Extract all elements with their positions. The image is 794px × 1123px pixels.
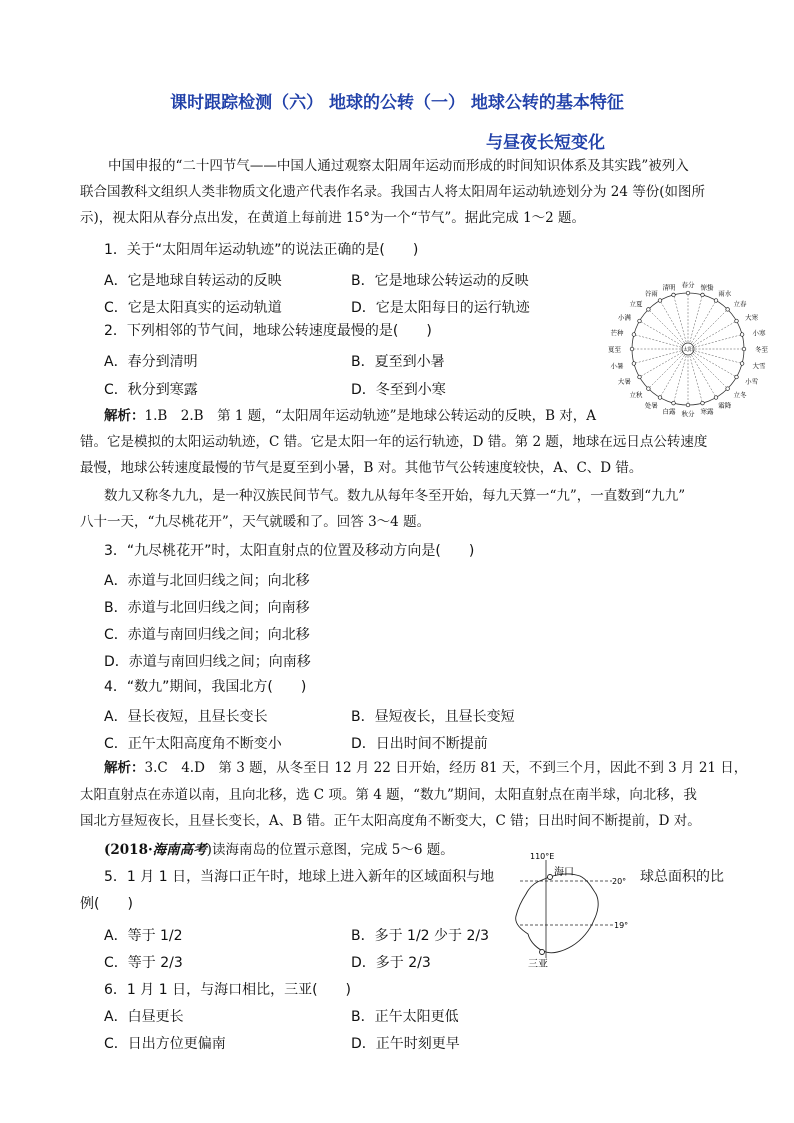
q1-option-c[interactable]: C．它是太阳真实的运动轨道 <box>104 300 282 316</box>
intro2-line1: 数九又称冬九九，是一种汉族民间节气。数九从每年冬至开始，每九天算一“九”，一直数到“九九” <box>104 488 686 504</box>
q2-option-d[interactable]: D．冬至到小寒 <box>351 382 446 398</box>
answer34-line2: 太阳直射点在赤道以南，且向北移，选 C 项。第 4 题，“数九”期间，太阳直射点在南半球，向北移，我 <box>80 787 697 803</box>
term-marker <box>714 299 718 303</box>
q2-option-a[interactable]: A．春分到清明 <box>104 354 198 370</box>
label-lat20: 20° <box>612 877 627 886</box>
term-label: 大雪 <box>752 362 766 371</box>
q6-option-d[interactable]: D．正午时刻更早 <box>351 1036 460 1052</box>
radial-line <box>688 349 742 363</box>
term-marker <box>672 293 676 297</box>
term-label: 立冬 <box>733 391 747 400</box>
term-marker <box>742 347 746 351</box>
term-label: 小满 <box>617 313 631 322</box>
term-label: 大暑 <box>617 377 631 386</box>
q5-stem-part1: 5．1 月 1 日，当海口正午时，地球上进入新年的区域面积与地 <box>104 869 495 885</box>
q3-option-d[interactable]: D．赤道与南回归线之间；向南移 <box>104 654 311 670</box>
term-marker <box>632 362 636 366</box>
q4-option-c[interactable]: C．正午太阳高度角不断变小 <box>104 736 282 752</box>
haikou-marker <box>548 875 553 880</box>
page-title: 课时跟踪检测（六） 地球的公转（一） 地球公转的基本特征 <box>170 93 624 113</box>
radial-line <box>688 349 736 377</box>
radial-line <box>674 349 688 403</box>
term-marker <box>630 347 634 351</box>
label-lat19: 19° <box>614 921 629 930</box>
radial-line <box>688 321 736 349</box>
q1-option-d[interactable]: D．它是太阳每日的运行轨迹 <box>351 300 530 316</box>
answer12-line3: 最慢，地球公转速度最慢的节气是夏至到小暑，B 对。其他节气公转速度较快，A、C、D 错。 <box>80 460 643 476</box>
sanya-marker <box>540 950 545 955</box>
q1-option-a[interactable]: A．它是地球自转运动的反映 <box>104 273 282 289</box>
radial-line <box>688 309 728 349</box>
q4-stem: 4．“数九”期间，我国北方( ) <box>104 679 307 695</box>
term-label: 惊蛰 <box>700 283 714 292</box>
radial-line <box>688 349 716 397</box>
intro1-line1: 中国申报的“二十四节气——中国人通过观察太阳周年运动而形成的时间知识体系及其实践”被列入 <box>108 158 689 174</box>
radial-line <box>648 309 688 349</box>
term-marker <box>686 291 690 295</box>
term-marker <box>726 308 730 312</box>
q1-stem: 1．关于“太阳周年运动轨迹”的说法正确的是( ) <box>104 242 419 258</box>
intro2-line2: 八十一天，“九尽桃花开”，天气就暖和了。回答 3～4 题。 <box>80 514 431 530</box>
q3-stem: 3．“九尽桃花开”时，太阳直射点的位置及移动方向是( ) <box>104 543 475 559</box>
term-label: 处暑 <box>644 401 658 410</box>
intro3-line: (2018·海南高考)读海南岛的位置示意图，完成 5～6 题。 <box>104 842 454 858</box>
term-label: 白露 <box>662 407 676 416</box>
term-marker <box>638 319 642 323</box>
term-marker <box>726 387 730 391</box>
q3-option-c[interactable]: C．赤道与南回归线之间；向北移 <box>104 627 310 643</box>
q6-option-a[interactable]: A．白昼更长 <box>104 1009 184 1025</box>
q4-option-d[interactable]: D．日出时间不断提前 <box>351 736 488 752</box>
term-label: 大寒 <box>745 313 759 322</box>
answer12-line2: 错。它是模拟的太阳运动轨迹，C 错。它是太阳一年的运行轨迹，D 错。第 2 题，地球在远日点公转速度 <box>80 434 708 450</box>
intro1-line2: 联合国教科文组织人类非物质文化遗产代表作名录。我国古人将太阳周年运动轨迹划分为 24 等份(如图所 <box>80 184 706 200</box>
term-marker <box>647 308 651 312</box>
radial-line <box>640 349 688 377</box>
radial-line <box>688 295 702 349</box>
label-sanya: 三亚 <box>528 959 548 970</box>
label-lon: 110°E <box>530 852 555 861</box>
radial-line <box>648 349 688 389</box>
term-label: 芒种 <box>610 328 624 337</box>
term-marker <box>714 396 718 400</box>
sun-label: 太阳 <box>682 347 694 353</box>
answer12-line1: 解析：1.B 2.B 第 1 题，“太阳周年运动轨迹”是地球公转运动的反映，B 对，A <box>104 408 597 424</box>
q2-stem: 2．下列相邻的节气间，地球公转速度最慢的是( ) <box>104 323 432 339</box>
q5-option-b[interactable]: B．多于 1/2 少于 2/3 <box>351 928 490 944</box>
term-marker <box>740 362 744 366</box>
term-label: 小寒 <box>752 328 766 337</box>
q4-option-a[interactable]: A．昼长夜短，且昼长变长 <box>104 709 268 725</box>
q2-option-b[interactable]: B．夏至到小暑 <box>351 354 445 370</box>
q5-stem-part2: 球总面积的比 <box>640 869 724 885</box>
q6-stem: 6．1 月 1 日，与海口相比，三亚( ) <box>104 982 351 998</box>
solar-terms-diagram <box>600 277 776 421</box>
term-label: 谷雨 <box>644 289 658 298</box>
hainan-island-outline <box>516 874 598 953</box>
term-label: 雨水 <box>718 289 732 298</box>
page-subtitle: 与昼夜长短变化 <box>486 133 605 153</box>
q3-option-a[interactable]: A．赤道与北回归线之间；向北移 <box>104 573 310 589</box>
q5-option-c[interactable]: C．等于 2/3 <box>104 955 183 971</box>
q2-option-c[interactable]: C．秋分到寒露 <box>104 382 198 398</box>
solar-terms-circle <box>608 280 769 418</box>
radial-line <box>640 321 688 349</box>
label-haikou: 海口 <box>554 867 574 878</box>
q5-option-a[interactable]: A．等于 1/2 <box>104 928 183 944</box>
term-label: 立春 <box>733 299 747 308</box>
radial-line <box>660 349 688 397</box>
term-label: 春分 <box>681 281 695 290</box>
answer34-line3: 国北方昼短夜长，且昼长变长，A、B 错。正午太阳高度角不断变大，C 错；日出时间不断提前，D 对。 <box>80 813 701 829</box>
q1-option-b[interactable]: B．它是地球公转运动的反映 <box>351 273 529 289</box>
term-label: 小暑 <box>610 362 624 371</box>
term-label: 寒露 <box>700 407 714 416</box>
q5-option-d[interactable]: D．多于 2/3 <box>351 955 431 971</box>
term-marker <box>686 403 690 407</box>
term-label: 立夏 <box>629 299 643 308</box>
answer34-line1: 解析：3.C 4.D 第 3 题，从冬至日 12 月 22 日开始，经历 81 天，不到三个月，因此不到 3 月 21 日， <box>104 760 748 776</box>
term-label: 冬至 <box>755 345 768 354</box>
radial-line <box>688 349 728 389</box>
term-label: 立秋 <box>629 391 643 400</box>
term-marker <box>735 375 739 379</box>
radial-line <box>688 335 742 349</box>
q3-option-b[interactable]: B．赤道与北回归线之间；向南移 <box>104 600 310 616</box>
radial-line <box>674 295 688 349</box>
term-marker <box>735 319 739 323</box>
term-label: 霜降 <box>718 401 732 410</box>
term-label: 小雪 <box>745 377 759 386</box>
q5-stem-part3: 例( ) <box>80 896 133 912</box>
term-marker <box>647 387 651 391</box>
radial-line <box>634 335 688 349</box>
term-marker <box>740 333 744 337</box>
q4-option-b[interactable]: B．昼短夜长，且昼长变短 <box>351 709 515 725</box>
term-marker <box>701 401 705 405</box>
term-label: 清明 <box>662 283 676 292</box>
term-marker <box>632 333 636 337</box>
intro1-line3: 示)，视太阳从春分点出发，在黄道上每前进 15°为一个“节气”。据此完成 1～2 题。 <box>80 210 586 226</box>
hainan-map <box>500 850 640 972</box>
radial-line <box>688 349 702 403</box>
radial-line <box>688 301 716 349</box>
radial-line <box>660 301 688 349</box>
term-marker <box>658 396 662 400</box>
q6-option-c[interactable]: C．日出方位更偏南 <box>104 1036 226 1052</box>
radial-line <box>634 349 688 363</box>
q6-option-b[interactable]: B．正午太阳更低 <box>351 1009 459 1025</box>
term-marker <box>701 293 705 297</box>
term-marker <box>658 299 662 303</box>
term-marker <box>638 375 642 379</box>
term-label: 夏至 <box>608 345 621 354</box>
term-marker <box>672 401 676 405</box>
term-label: 秋分 <box>681 409 695 418</box>
